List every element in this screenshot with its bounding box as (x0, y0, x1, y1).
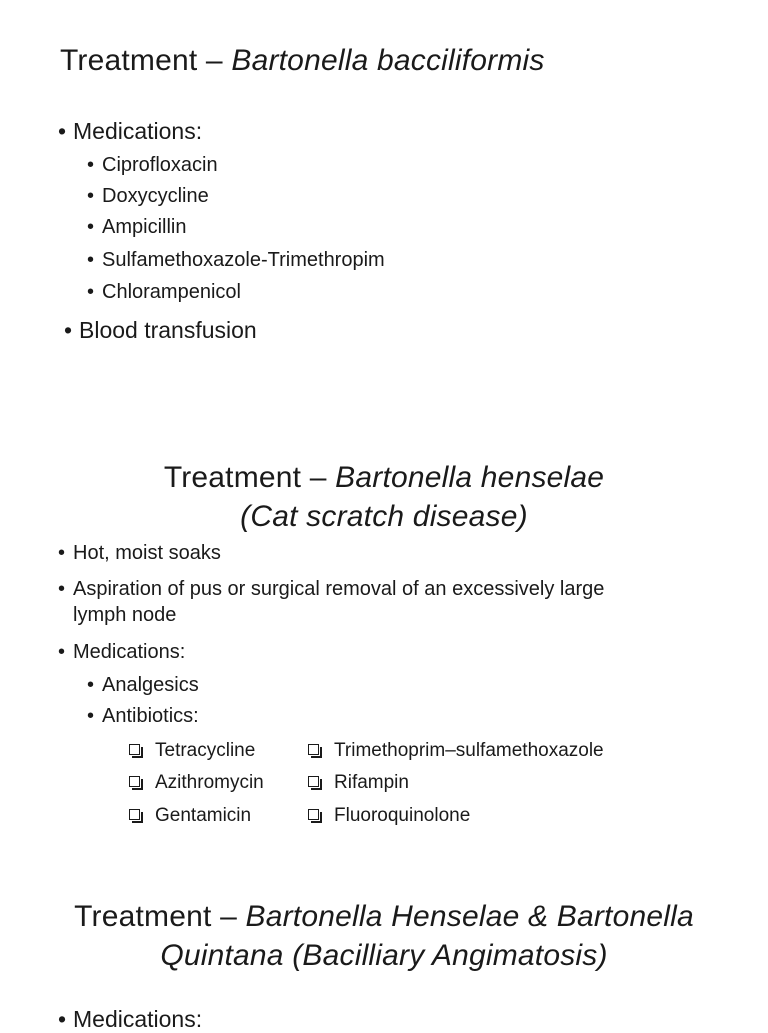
section3-title (0, 897, 768, 975)
antibiotic-item (334, 740, 604, 762)
checkbox-square-icon (129, 776, 140, 787)
checkbox-square-icon (308, 744, 319, 755)
section2-title-organism: Bartonella henselae (335, 461, 605, 494)
section3-title-prefix: Treatment – (74, 900, 246, 933)
antibiotic-item (334, 772, 409, 794)
antibiotic-label: Trimethoprim–sulfamethoxazole (334, 740, 604, 761)
section1-title (60, 44, 545, 78)
section2-bullet-soaks: • Hot, moist soaks (73, 542, 221, 565)
section1-med-item: • Ampicillin (102, 216, 186, 239)
antibiotic-item (334, 805, 470, 827)
section2-title (0, 458, 768, 536)
antibiotic-label: Azithromycin (155, 772, 264, 793)
section1-med-item: • Sulfamethoxazole-Trimethropim (102, 249, 385, 272)
section1-medications-label: • Medications: (73, 118, 202, 145)
checkbox-square-icon (129, 809, 140, 820)
antibiotic-label: Rifampin (334, 772, 409, 793)
antibiotic-label: Fluoroquinolone (334, 805, 471, 826)
antibiotic-label: Gentamicin (155, 805, 252, 826)
section1-med-item: • Doxycycline (102, 185, 209, 208)
section2-medications-label: • Medications: (73, 641, 185, 664)
section1-blood-transfusion: • Blood transfusion (79, 317, 257, 344)
section1-title-prefix: Treatment – (60, 44, 232, 77)
section1-med-item: • Ciprofloxacin (102, 154, 218, 177)
section2-title-disease: (Cat scratch disease) (240, 500, 528, 533)
checkbox-square-icon (129, 744, 140, 755)
section3-medications-label: • Medications: (73, 1006, 202, 1033)
antibiotic-item (155, 805, 251, 827)
section2-aspiration-line2: lymph node (73, 604, 177, 626)
section3-title-disease: Quintana (Bacilliary Angimatosis) (160, 939, 608, 972)
checkbox-square-icon (308, 776, 319, 787)
checkbox-square-icon (308, 809, 319, 820)
antibiotic-label: Tetracycline (155, 740, 256, 761)
section1-title-organism: Bartonella bacciliformis (231, 44, 545, 77)
section2-aspiration-line1: Aspiration of pus or surgical removal of an excessively large (73, 578, 605, 600)
section1-med-item: • Chlorampenicol (102, 281, 241, 304)
section2-analgesics: • Analgesics (102, 674, 199, 697)
section2-title-prefix: Treatment – (163, 461, 336, 494)
antibiotic-item (155, 740, 255, 762)
section2-bullet-aspiration (73, 576, 604, 628)
antibiotic-item (155, 772, 264, 794)
section3-title-organisms: Bartonella Henselae & Bartonella (245, 900, 694, 933)
section2-antibiotics-label: • Antibiotics: (102, 705, 199, 728)
